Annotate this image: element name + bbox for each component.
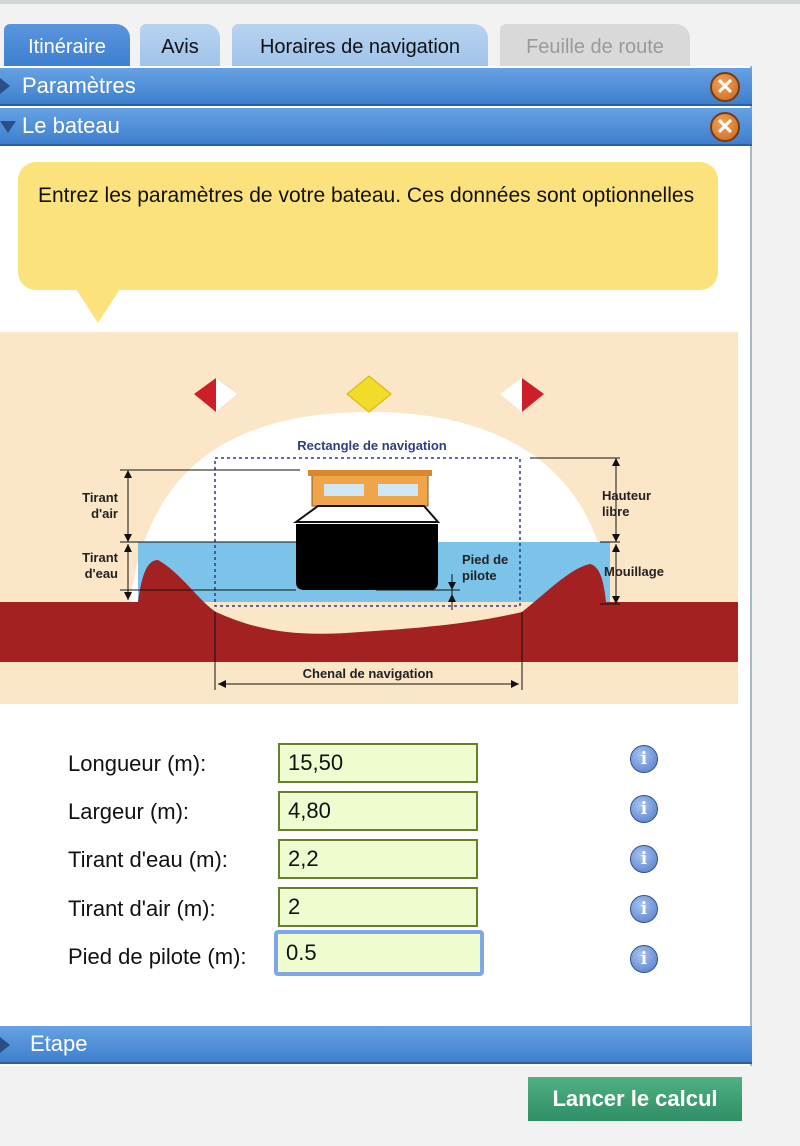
section-title-bateau: Le bateau xyxy=(22,113,120,138)
label-largeur: Largeur (m): xyxy=(68,799,190,824)
info-icon[interactable]: i xyxy=(630,895,658,923)
input-tirant-eau[interactable] xyxy=(278,839,478,879)
label-longueur: Longueur (m): xyxy=(68,751,207,776)
input-pied-pilote[interactable] xyxy=(274,930,484,976)
info-icon[interactable]: i xyxy=(630,945,658,973)
input-largeur[interactable] xyxy=(278,791,478,831)
label-tirant-eau-1: Tirant xyxy=(82,550,118,565)
label-hauteur-libre-1: Hauteur xyxy=(602,488,652,503)
triangle-right-icon xyxy=(0,1037,10,1053)
label-tirant-air-2: d'air xyxy=(91,506,118,521)
input-tirant-air[interactable] xyxy=(278,887,478,927)
label-tirant-eau: Tirant d'eau (m): xyxy=(68,847,228,872)
tab-feuille-de-route: Feuille de route xyxy=(500,24,690,68)
label-tirant-air: Tirant d'air (m): xyxy=(68,896,216,921)
label-rectangle-navigation: Rectangle de navigation xyxy=(297,438,447,453)
tab-horaires-de-navigation[interactable]: Horaires de navigation xyxy=(232,24,488,68)
label-pied-pilote-1: Pied de xyxy=(462,552,509,567)
help-callout-text: Entrez les paramètres de votre bateau. Ces données sont optionnelles xyxy=(38,184,695,207)
info-icon[interactable]: i xyxy=(630,845,658,873)
label-chenal-navigation: Chenal de navigation xyxy=(302,666,434,681)
run-calculation-button[interactable]: Lancer le calcul xyxy=(528,1077,742,1121)
triangle-right-icon xyxy=(0,78,10,94)
tab-avis[interactable]: Avis xyxy=(140,24,220,68)
tab-itineraire[interactable]: Itinéraire xyxy=(4,24,130,68)
triangle-down-icon xyxy=(0,121,16,133)
input-longueur[interactable] xyxy=(278,743,478,783)
section-header-parametres[interactable] xyxy=(0,68,752,106)
section-header-etape[interactable] xyxy=(0,1026,752,1064)
label-tirant-eau-2: d'eau xyxy=(84,566,118,581)
info-icon[interactable]: i xyxy=(630,745,658,773)
section-title-parametres: Paramètres xyxy=(22,73,136,98)
boat-deck xyxy=(296,506,438,522)
boat-hull xyxy=(296,524,438,590)
label-mouillage: Mouillage xyxy=(604,564,664,579)
section-title-etape: Etape xyxy=(30,1031,88,1056)
boat-window-left xyxy=(324,484,364,496)
label-pied-pilote: Pied de pilote (m): xyxy=(68,944,247,969)
help-callout xyxy=(18,162,718,290)
boat-dimensions-diagram xyxy=(0,332,738,704)
close-icon[interactable]: ✕ xyxy=(710,112,740,142)
boat-window-right xyxy=(378,484,418,496)
boat-roof xyxy=(308,470,432,476)
section-header-bateau[interactable] xyxy=(0,108,752,146)
help-callout-pointer xyxy=(76,289,120,323)
label-pied-pilote-2: pilote xyxy=(462,568,497,583)
info-icon[interactable]: i xyxy=(630,795,658,823)
label-hauteur-libre-2: libre xyxy=(602,504,630,519)
close-icon[interactable]: ✕ xyxy=(710,72,740,102)
label-tirant-air-1: Tirant xyxy=(82,490,118,505)
top-border xyxy=(0,0,800,4)
